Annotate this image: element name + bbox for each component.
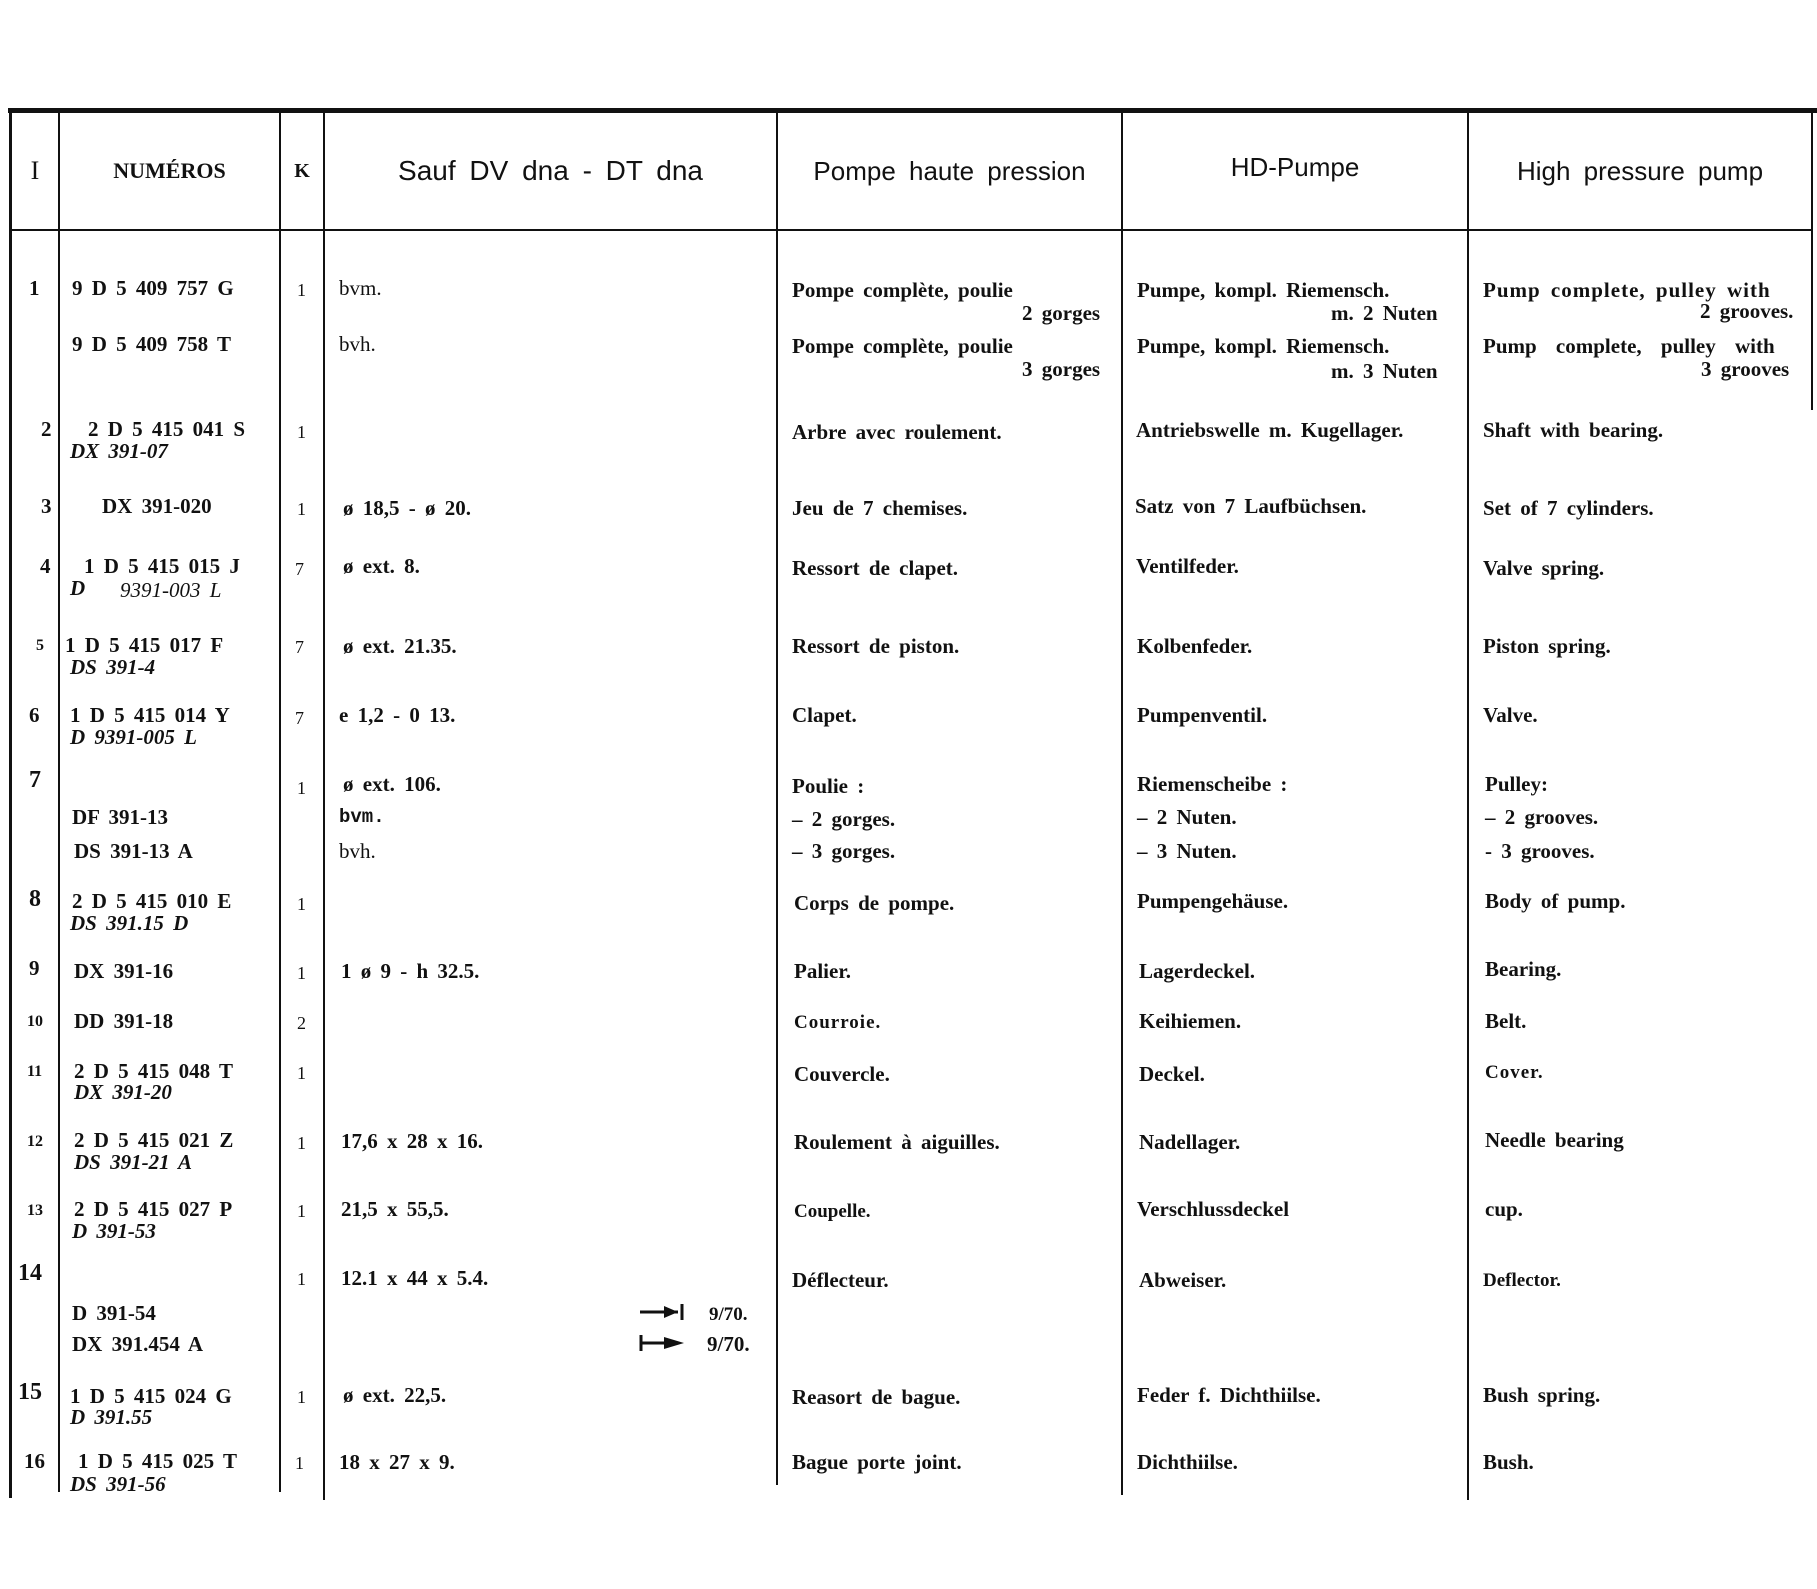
quantity: 7	[295, 559, 304, 579]
desc-de: Pumpengehäuse.	[1137, 889, 1289, 913]
remark: ø 18,5 - ø 20.	[343, 496, 471, 520]
quantity: 1	[297, 894, 306, 914]
arrow-start-icon	[638, 1333, 688, 1353]
header-numbers	[60, 113, 279, 229]
remark: e 1,2 - 0 13.	[339, 703, 456, 727]
part-number: DS 391.15 D	[70, 911, 189, 935]
desc-en: Pulley:	[1485, 772, 1548, 796]
desc-fr: Bague porte joint.	[792, 1450, 962, 1474]
header-bottom-rule	[12, 229, 1812, 231]
desc-de: Pumpe, kompl. Riemensch.	[1137, 334, 1390, 358]
row-index: 11	[27, 1063, 43, 1080]
part-number: DX 391-020	[102, 494, 212, 518]
part-number: DX 391-20	[74, 1080, 172, 1104]
row-index: 13	[27, 1202, 43, 1219]
desc-de: Dichthiilse.	[1137, 1450, 1238, 1474]
desc-fr: Ressort de piston.	[792, 634, 960, 658]
header-k-label: K	[294, 159, 310, 182]
part-number: DF 391-13	[72, 805, 168, 829]
column-divider	[279, 110, 281, 1492]
remark: 18 x 27 x 9.	[339, 1450, 455, 1474]
column-divider	[9, 108, 12, 1498]
quantity: 2	[297, 1013, 306, 1033]
desc-de: Verschlussdeckel	[1137, 1197, 1290, 1221]
row-index: 3	[41, 494, 52, 518]
quantity: 1	[295, 1453, 304, 1473]
row-index: 14	[18, 1260, 42, 1286]
remark: bvh.	[339, 839, 376, 863]
desc-fr: Déflecteur.	[792, 1268, 889, 1292]
row-index: 7	[29, 767, 41, 793]
quantity: 7	[295, 637, 304, 657]
remark: 12.1 x 44 x 5.4.	[341, 1266, 489, 1290]
desc-de: Deckel.	[1139, 1062, 1205, 1086]
header-english	[1469, 113, 1811, 229]
part-number: D 9391-005 L	[70, 725, 197, 749]
header-german	[1123, 109, 1467, 225]
desc-fr: Corps de pompe.	[794, 891, 955, 915]
row-index: 2	[41, 417, 52, 441]
desc-en: Bush spring.	[1483, 1383, 1601, 1407]
desc-fr: Pompe complète, poulie	[792, 334, 1013, 358]
desc-en: Belt.	[1485, 1009, 1527, 1033]
part-number: DS 391-13 A	[74, 839, 193, 863]
remark: 1 ø 9 - h 32.5.	[341, 959, 480, 983]
desc-en: Bearing.	[1485, 957, 1562, 981]
remark: bvm.	[339, 806, 385, 828]
part-number: DX 391-07	[70, 439, 168, 463]
quantity: 1	[297, 1133, 306, 1153]
part-number: DS 391-21 A	[74, 1150, 193, 1174]
arrow-end-icon	[638, 1302, 688, 1322]
part-number: DD 391-18	[74, 1009, 174, 1033]
quantity: 1	[297, 778, 306, 798]
desc-en: Set of 7 cylinders.	[1483, 496, 1654, 520]
row-index: 9	[29, 956, 40, 980]
desc-en: Body of pump.	[1485, 889, 1626, 913]
part-number: 1 D 5 415 015 J	[84, 554, 240, 578]
header-remarks-label: Sauf DV dna - DT dna	[398, 155, 703, 186]
desc-en: 3 grooves	[1701, 357, 1790, 381]
column-divider	[323, 110, 325, 1500]
desc-fr: Palier.	[794, 959, 851, 983]
row-index: 1	[29, 276, 40, 300]
desc-de: Feder f. Dichthiilse.	[1137, 1383, 1321, 1407]
desc-fr: – 2 gorges.	[792, 807, 896, 831]
remark: bvh.	[339, 332, 376, 356]
desc-de: Kolbenfeder.	[1137, 634, 1253, 658]
header-remarks	[325, 113, 776, 229]
column-divider	[1811, 110, 1813, 410]
header-french	[778, 113, 1121, 229]
header-k	[281, 113, 323, 229]
remark: 21,5 x 55,5.	[341, 1197, 449, 1221]
desc-de: – 3 Nuten.	[1137, 839, 1237, 863]
desc-fr: Pompe complète, poulie	[792, 278, 1013, 302]
row-index: 10	[27, 1013, 43, 1030]
desc-fr: 2 gorges	[1022, 301, 1101, 325]
quantity: 1	[297, 1387, 306, 1407]
desc-en: Bush.	[1483, 1450, 1534, 1474]
quantity: 1	[297, 422, 306, 442]
part-number: DX 391-16	[74, 959, 174, 983]
row-index: 12	[27, 1133, 43, 1150]
column-divider	[776, 110, 778, 1485]
desc-de: – 2 Nuten.	[1137, 805, 1237, 829]
header-index-label: I	[30, 156, 40, 185]
header-numbers-label: NUMÉROS	[113, 158, 226, 183]
part-number: 2 D 5 415 027 P	[74, 1197, 233, 1221]
desc-de: m. 3 Nuten	[1331, 359, 1438, 383]
part-number: 9 D 5 409 758 T	[72, 332, 232, 356]
row-index: 6	[29, 703, 40, 727]
quantity: 1	[297, 1063, 306, 1083]
desc-en: Deflector.	[1483, 1270, 1561, 1291]
desc-en: - 3 grooves.	[1485, 839, 1595, 863]
remark: ø ext. 21.35.	[343, 634, 457, 658]
desc-en: Pump complete, pulley with	[1483, 278, 1771, 302]
header-index	[12, 113, 58, 229]
desc-fr: – 3 gorges.	[792, 839, 896, 863]
desc-de: Ventilfeder.	[1136, 554, 1239, 578]
part-number: 2 D 5 415 041 S	[88, 417, 246, 441]
desc-de: Satz von 7 Laufbüchsen.	[1135, 494, 1367, 518]
desc-fr: Courroie.	[794, 1012, 882, 1033]
part-number: 2 D 5 415 048 T	[74, 1059, 234, 1083]
desc-de: Abweiser.	[1139, 1268, 1227, 1292]
desc-de: Pumpenventil.	[1137, 703, 1268, 727]
column-divider	[58, 110, 60, 1492]
desc-en: Needle bearing	[1485, 1128, 1624, 1152]
part-number: DX 391.454 A	[72, 1332, 204, 1356]
remark: 17,6 x 28 x 16.	[341, 1129, 483, 1153]
remark: ø ext. 8.	[343, 554, 420, 578]
desc-fr: Clapet.	[792, 703, 857, 727]
row-index: 16	[24, 1449, 45, 1473]
part-number: D 391.55	[70, 1405, 153, 1429]
header-english-label: High pressure pump	[1516, 155, 1764, 186]
part-number: 1 D 5 415 024 G	[70, 1384, 232, 1408]
row-index: 8	[29, 886, 41, 912]
quantity: 1	[297, 1269, 306, 1289]
desc-fr: Ressort de clapet.	[792, 556, 959, 580]
header-french-label: Pompe haute pression	[813, 155, 1086, 186]
part-number: 1 D 5 415 017 F	[65, 633, 224, 657]
desc-de: Riemenscheibe :	[1137, 772, 1288, 796]
remark: ø ext. 22,5.	[343, 1383, 447, 1407]
desc-en: Piston spring.	[1483, 634, 1611, 658]
desc-fr: Poulie :	[792, 774, 865, 798]
quantity: 1	[297, 1201, 306, 1221]
desc-en: Valve.	[1483, 703, 1538, 727]
part-number: DS 391-4	[70, 655, 156, 679]
desc-de: m. 2 Nuten	[1331, 301, 1438, 325]
desc-de: Nadellager.	[1139, 1130, 1241, 1154]
quantity: 1	[297, 963, 306, 983]
row-index: 15	[18, 1379, 42, 1405]
desc-en: Cover.	[1485, 1062, 1544, 1083]
desc-fr: 3 gorges	[1022, 357, 1101, 381]
desc-fr: Reasort de bague.	[792, 1385, 961, 1409]
desc-en: – 2 grooves.	[1485, 805, 1599, 829]
column-divider	[1467, 110, 1469, 1500]
desc-de: Lagerdeckel.	[1139, 959, 1256, 983]
desc-en: Pump complete, pulley with	[1483, 334, 1775, 358]
quantity: 1	[297, 499, 306, 519]
part-number: 1 D 5 415 014 Y	[70, 703, 230, 727]
desc-en: cup.	[1485, 1197, 1523, 1221]
row-index: 5	[36, 637, 44, 654]
desc-fr: Coupelle.	[794, 1201, 871, 1222]
remark: 9/70.	[707, 1332, 750, 1356]
desc-fr: Jeu de 7 chemises.	[792, 496, 968, 520]
part-number: D 391-54	[72, 1301, 156, 1325]
desc-en: Shaft with bearing.	[1483, 418, 1664, 442]
remark: bvm.	[339, 276, 382, 300]
part-number: 2 D 5 415 010 E	[72, 889, 232, 913]
part-number: 2 D 5 415 021 Z	[74, 1128, 234, 1152]
part-number: 9391-003 L	[120, 578, 222, 602]
part-number: 9 D 5 409 757 G	[72, 276, 234, 300]
desc-en: 2 grooves.	[1700, 299, 1794, 323]
desc-en: Valve spring.	[1483, 556, 1605, 580]
part-number: 1 D 5 415 025 T	[78, 1449, 238, 1473]
remark: ø ext. 106.	[343, 772, 441, 796]
quantity: 7	[295, 708, 304, 728]
desc-de: Antriebswelle m. Kugellager.	[1136, 418, 1404, 442]
column-divider	[1121, 110, 1123, 1495]
desc-fr: Roulement à aiguilles.	[794, 1130, 1000, 1154]
desc-de: Pumpe, kompl. Riemensch.	[1137, 278, 1390, 302]
desc-fr: Arbre avec roulement.	[792, 420, 1002, 444]
part-number: DS 391-56	[70, 1472, 166, 1496]
row-index: 4	[40, 554, 51, 578]
part-number: D 391-53	[72, 1219, 156, 1243]
part-number: D	[70, 576, 86, 600]
desc-fr: Couvercle.	[794, 1062, 890, 1086]
desc-de: Keihiemen.	[1139, 1009, 1242, 1033]
quantity: 1	[297, 280, 306, 300]
header-german-label: HD-Pumpe	[1230, 151, 1360, 182]
remark: 9/70.	[709, 1304, 748, 1325]
